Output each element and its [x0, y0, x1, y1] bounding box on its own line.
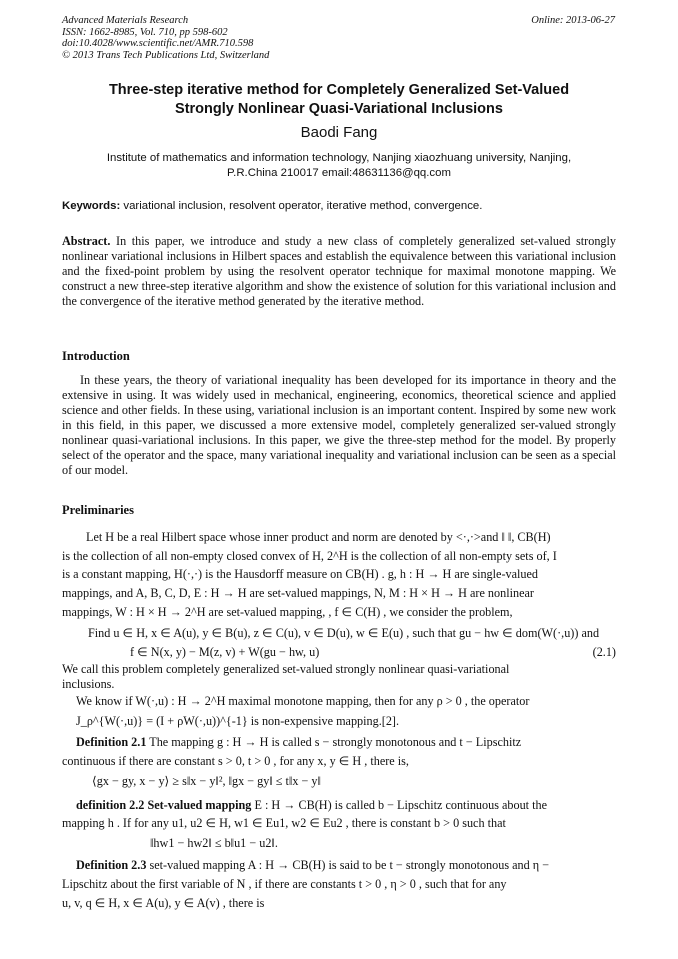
affiliation: [62, 151, 616, 181]
prelim-line-8: We know if W(·,u) : H → 2^H maximal monotone mapping, then for any ρ > 0 , the operator: [76, 694, 530, 708]
equation-2-1-line-1: Find u ∈ H, x ∈ A(u), y ∈ B(u), z ∈ C(u), v ∈ D(u), w ∈ E(u) , such that gu − hw ∈ dom(W(·,u)) and: [88, 626, 600, 640]
online-date: Online: 2013-06-27: [531, 15, 615, 26]
definition-2-3: [76, 858, 616, 873]
prelim-line-6: We call this problem completely generalized set-valued strongly nonlinear quasi-variational: [62, 662, 510, 676]
prelim-line-2: is the collection of all non-empty closed convex of H, 2^H is the collection of all non-empty sets of, I: [62, 549, 557, 563]
paper-title: [62, 81, 616, 119]
doi[interactable]: doi:10.4028/www.scientific.net/AMR.710.598: [62, 38, 254, 49]
definition-2-3-line-2: Lipschitz about the first variable of N , if there are constants t > 0 , η > 0 , such that for any: [62, 877, 507, 891]
copyright: © 2013 Trans Tech Publications Ltd, Switzerland: [62, 49, 270, 61]
definition-2-3-line-1: set-valued mapping A : H → CB(H) is said to be t − strongly monotonous and η −: [149, 858, 550, 872]
definition-2-1-line-1: The mapping g : H → H is called s − strongly monotonous and t − Lipschitz: [149, 735, 522, 749]
title-line-1: Three-step iterative method for Completely Generalized Set-Valued: [108, 82, 570, 98]
definition-2-2: [76, 798, 616, 813]
definition-2-2-line-2: mapping h . If for any u1, u2 ∈ H, w1 ∈ Eu1, w2 ∈ Eu2 , there is constant b > 0 such that: [62, 816, 506, 830]
definition-2-2-equation: ‖hw1 − hw2‖ ≤ b‖u1 − u2‖.: [150, 836, 278, 850]
abstract-text: In this paper, we introduce and study a new class of completely generalized set-valued strongly nonlinear variational inclusions in Hilbert spaces and establish the equivalence between this variational inclusion and the fixed-point problem by using the resolvent operator technique for maximal monotone mapping. We construct a new three-step iterative algorithm and show the existence of solution for this variational inclusion and the convergence of the iterative method generated by the iterative method.: [62, 234, 616, 308]
author: Baodi Fang: [300, 124, 378, 141]
prelim-line-9: J_ρ^{W(·,u)} = (I + ρW(·,u))^{-1} is non-expensive mapping.[2].: [76, 714, 400, 728]
intro-text: In these years, the theory of variational inequality has been developed for its importance in theory and the extensive in using. It was widely used in mechanical, engineering, economics, theoretical science and applied science and other fields. In these using, variational inclusion is an important content. Inspired by some new work in this field, in this paper, we discussed a more extensive model, completely generalized ser-valued strongly nonlinear quasi-variational inclusions. In this paper, we give the three-step method for the model. By properly select of the operator and the space, many variational inequality and variational inclusion can be seen as a special of our model.: [62, 373, 616, 477]
prelim-line-3: is a constant mapping, H(·,·) is the Hausdorff measure on CB(H) . g, h : H → H are single-valued: [62, 567, 538, 581]
definition-2-1-label: Definition 2.1: [76, 735, 147, 749]
equation-number: (2.1): [592, 645, 616, 659]
journal-header: [62, 15, 269, 61]
keywords-label: Keywords:: [62, 200, 121, 212]
journal-name: Advanced Materials Research: [62, 15, 189, 26]
affiliation-line-1: Institute of mathematics and information technology, Nanjing xiaozhuang university, Nanjing,: [106, 152, 572, 164]
prelim-line-4: mappings, and A, B, C, D, E : H → H are set-valued mappings, N, M : H × H → H are nonlinear: [62, 586, 534, 600]
issn: ISSN: 1662-8985, Vol. 710, pp 598-602: [62, 26, 228, 38]
prelim-heading: Preliminaries: [62, 503, 134, 517]
definition-2-2-line-1: E : H → CB(H) is called b − Lipschitz continuous about the: [254, 798, 548, 812]
title-line-2: Strongly Nonlinear Quasi-Variational Inclusions: [175, 101, 503, 117]
definition-2-3-line-3: u, v, q ∈ H, x ∈ A(u), y ∈ A(v) , there is: [62, 896, 265, 910]
prelim-line-1: Let H be a real Hilbert space whose inner product and norm are denoted by <·,·>and ‖ ‖, CB(H): [86, 530, 551, 544]
definition-2-1: [76, 735, 616, 750]
keywords: [62, 200, 616, 212]
definition-2-1-line-2: continuous if there are constant s > 0, t > 0 , for any x, y ∈ H , there is,: [62, 754, 409, 768]
definition-2-2-label: definition 2.2 Set-valued mapping: [76, 798, 252, 812]
intro-heading: Introduction: [62, 349, 130, 363]
prelim-line-7: inclusions.: [62, 677, 115, 691]
prelim-line-5: mappings, W : H × H → 2^H are set-valued mapping, , f ∈ C(H) , we consider the problem,: [62, 605, 513, 619]
equation-2-1-line-2: f ∈ N(x, y) − M(z, v) + W(gu − hw, u): [130, 645, 320, 659]
definition-2-3-label: Definition 2.3: [76, 858, 147, 872]
abstract: [62, 234, 616, 309]
definition-2-1-equation: ⟨gx − gy, x − y⟩ ≥ s‖x − y‖², ‖gx − gy‖ ≤ t‖x − y‖: [92, 774, 321, 788]
keywords-text: variational inclusion, resolvent operator, iterative method, convergence.: [123, 200, 483, 212]
abstract-label: Abstract.: [62, 234, 111, 248]
affiliation-line-2: P.R.China 210017 email:48631136@qq.com: [227, 167, 451, 179]
